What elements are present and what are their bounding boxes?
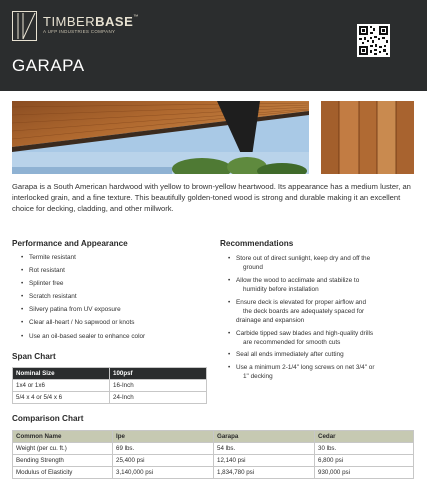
timberbase-logo-icon — [12, 11, 37, 41]
qr-code-icon[interactable] — [357, 24, 390, 57]
table-cell: 54 lbs. — [214, 443, 315, 455]
table-cell: 30 lbs. — [315, 443, 414, 455]
comparison-chart-heading: Comparison Chart — [12, 414, 84, 423]
recommendations-heading: Recommendations — [220, 239, 294, 248]
deck-ceiling-photo — [12, 101, 309, 174]
list-item: • Carbide tipped saw blades and high-quality drills are recommended for smooth cuts — [227, 329, 417, 348]
table-header-cell: Ipe — [113, 431, 214, 443]
table-header-cell: Cedar — [315, 431, 414, 443]
table-cell: Modulus of Elasticity — [13, 467, 113, 479]
brand-name: TIMBERBASE™ — [43, 14, 139, 29]
list-item: • Scratch resistant — [20, 293, 145, 301]
table-cell: 25,400 psi — [113, 455, 214, 467]
table-cell: 3,140,000 psi — [113, 467, 214, 479]
table-row — [13, 392, 207, 404]
table-header-cell: Common Name — [13, 431, 113, 443]
list-item: • Splinter free — [20, 280, 145, 288]
performance-heading: Performance and Appearance — [12, 239, 128, 248]
comparison-chart-table — [12, 430, 414, 479]
list-item: • Clear all-heart / No sapwood or knots — [20, 319, 145, 327]
performance-list — [20, 254, 145, 346]
list-item: • Store out of direct sunlight, keep dry and off the ground — [227, 254, 417, 273]
page-title: GARAPA — [12, 56, 85, 75]
table-header-cell: 100psf — [110, 368, 207, 380]
table-cell: Bending Strength — [13, 455, 113, 467]
list-item: • Seal all ends immediately after cutting — [227, 350, 417, 359]
table-row — [13, 443, 414, 455]
table-cell: Weight (per cu. ft.) — [13, 443, 113, 455]
header-band — [0, 0, 427, 91]
table-header-row — [13, 368, 207, 380]
table-header-row — [13, 431, 414, 443]
list-item: • Allow the wood to acclimate and stabilize to humidity before installation — [227, 276, 417, 295]
list-item: • Use an oil-based sealer to enhance color — [20, 333, 145, 341]
span-chart-table — [12, 367, 207, 404]
table-cell: 1x4 or 1x6 — [13, 380, 110, 392]
list-item: • Rot resistant — [20, 267, 145, 275]
list-item: • Use a minimum 2-1/4" long screws on net 3/4" or 1" decking — [227, 363, 417, 382]
brand-tagline: A UFP INDUSTRIES COMPANY — [43, 29, 116, 34]
table-row — [13, 455, 414, 467]
table-cell: 12,140 psi — [214, 455, 315, 467]
span-chart-heading: Span Chart — [12, 352, 56, 361]
table-row — [13, 380, 207, 392]
table-cell: 6,800 psi — [315, 455, 414, 467]
list-item: • Silvery patina from UV exposure — [20, 306, 145, 314]
table-header-cell: Nominal Size — [13, 368, 110, 380]
decking-boards-photo — [321, 101, 414, 174]
intro-paragraph: Garapa is a South American hardwood with yellow to brown-yellow heartwood. Its appearance has a medium luster, an interlocked grain, and a fine texture. This beautifully golden-toned wood is strong and durable making it an excellent choice for decking, cladding, and other millwork. — [12, 182, 411, 213]
list-item: • Ensure deck is elevated for proper airflow and the deck boards are adequately spaced for drainage and expansion — [227, 298, 417, 326]
table-cell: 5/4 x 4 or 5/4 x 6 — [13, 392, 110, 404]
recommendations-list — [227, 254, 417, 385]
table-cell: 69 lbs. — [113, 443, 214, 455]
table-cell: 16-Inch — [110, 380, 207, 392]
table-row — [13, 467, 414, 479]
table-cell: 1,834,780 psi — [214, 467, 315, 479]
list-item: • Termite resistant — [20, 254, 145, 262]
table-header-cell: Garapa — [214, 431, 315, 443]
table-cell: 930,000 psi — [315, 467, 414, 479]
table-cell: 24-Inch — [110, 392, 207, 404]
